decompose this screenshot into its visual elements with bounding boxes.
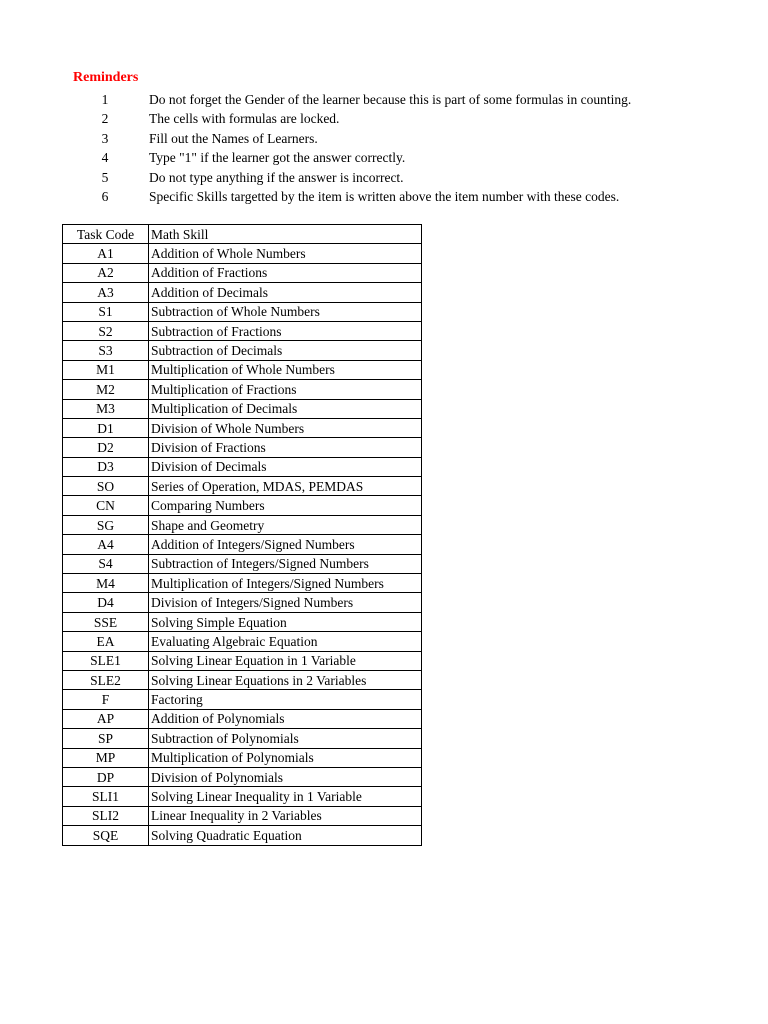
math-skill-cell: Subtraction of Polynomials bbox=[149, 729, 422, 748]
table-row bbox=[63, 515, 422, 534]
reminder-text: Specific Skills targetted by the item is written above the item number with these codes. bbox=[149, 188, 620, 204]
math-skill-cell: Division of Integers/Signed Numbers bbox=[149, 593, 422, 612]
table-row bbox=[63, 574, 422, 593]
task-code-cell: SLE2 bbox=[63, 670, 149, 689]
math-skill-cell: Addition of Whole Numbers bbox=[149, 244, 422, 263]
task-code-cell: A4 bbox=[63, 535, 149, 554]
task-code-cell: S3 bbox=[63, 341, 149, 360]
table-row bbox=[63, 438, 422, 457]
task-code-cell: EA bbox=[63, 632, 149, 651]
reminder-item bbox=[0, 148, 768, 167]
table-row bbox=[63, 535, 422, 554]
table-row bbox=[63, 418, 422, 437]
table-row bbox=[63, 632, 422, 651]
math-skill-cell: Multiplication of Decimals bbox=[149, 399, 422, 418]
table-row bbox=[63, 709, 422, 728]
math-skill-cell: Division of Whole Numbers bbox=[149, 418, 422, 437]
math-skill-cell: Subtraction of Fractions bbox=[149, 321, 422, 340]
header-task-code: Task Code bbox=[63, 225, 149, 244]
math-skill-cell: Division of Fractions bbox=[149, 438, 422, 457]
math-skill-cell: Solving Linear Inequality in 1 Variable bbox=[149, 787, 422, 806]
math-skill-cell: Evaluating Algebraic Equation bbox=[149, 632, 422, 651]
header-math-skill: Math Skill bbox=[149, 225, 422, 244]
task-code-cell: D2 bbox=[63, 438, 149, 457]
reminder-item bbox=[0, 168, 768, 187]
reminders-list bbox=[0, 90, 768, 206]
reminder-text: Fill out the Names of Learners. bbox=[149, 130, 318, 146]
table-row bbox=[63, 767, 422, 786]
math-skill-cell: Subtraction of Whole Numbers bbox=[149, 302, 422, 321]
reminder-number: 1 bbox=[101, 92, 109, 107]
math-skill-cell: Multiplication of Integers/Signed Numbers bbox=[149, 574, 422, 593]
task-code-cell: S1 bbox=[63, 302, 149, 321]
table-row bbox=[63, 263, 422, 282]
table-row bbox=[63, 360, 422, 379]
table-row bbox=[63, 380, 422, 399]
math-skill-cell: Series of Operation, MDAS, PEMDAS bbox=[149, 477, 422, 496]
reminder-item bbox=[0, 109, 768, 128]
math-skill-cell: Factoring bbox=[149, 690, 422, 709]
math-skill-cell: Addition of Polynomials bbox=[149, 709, 422, 728]
math-skill-cell: Shape and Geometry bbox=[149, 515, 422, 534]
skills-table bbox=[62, 224, 422, 846]
table-row bbox=[63, 593, 422, 612]
task-code-cell: SLI2 bbox=[63, 806, 149, 825]
task-code-cell: M2 bbox=[63, 380, 149, 399]
task-code-cell: SLE1 bbox=[63, 651, 149, 670]
reminder-text: Type "1" if the learner got the answer correctly. bbox=[149, 150, 406, 166]
math-skill-cell: Addition of Decimals bbox=[149, 283, 422, 302]
math-skill-cell: Division of Decimals bbox=[149, 457, 422, 476]
reminder-number: 3 bbox=[101, 130, 109, 146]
table-row bbox=[63, 826, 422, 845]
table-row bbox=[63, 729, 422, 748]
reminder-text: Do not forget the Gender of the learner because this is part of some formulas in counting. bbox=[149, 92, 632, 107]
table-header-row bbox=[63, 225, 422, 244]
table-row bbox=[63, 477, 422, 496]
task-code-cell: M4 bbox=[63, 574, 149, 593]
table-row bbox=[63, 341, 422, 360]
task-code-cell: SSE bbox=[63, 612, 149, 631]
table-row bbox=[63, 321, 422, 340]
reminder-number: 6 bbox=[101, 188, 109, 204]
table-row bbox=[63, 244, 422, 263]
table-row bbox=[63, 496, 422, 515]
table-row bbox=[63, 748, 422, 767]
math-skill-cell: Comparing Numbers bbox=[149, 496, 422, 515]
table-row bbox=[63, 302, 422, 321]
task-code-cell: M1 bbox=[63, 360, 149, 379]
task-code-cell: AP bbox=[63, 709, 149, 728]
table-row bbox=[63, 690, 422, 709]
math-skill-cell: Solving Linear Equations in 2 Variables bbox=[149, 670, 422, 689]
table-row bbox=[63, 554, 422, 573]
table-row bbox=[63, 670, 422, 689]
task-code-cell: A1 bbox=[63, 244, 149, 263]
reminder-item bbox=[0, 90, 768, 109]
table-row bbox=[63, 612, 422, 631]
reminder-item bbox=[0, 129, 768, 148]
task-code-cell: MP bbox=[63, 748, 149, 767]
reminder-text: Do not type anything if the answer is incorrect. bbox=[149, 169, 404, 185]
task-code-cell: S2 bbox=[63, 321, 149, 340]
task-code-cell: D3 bbox=[63, 457, 149, 476]
task-code-cell: SLI1 bbox=[63, 787, 149, 806]
table-row bbox=[63, 806, 422, 825]
reminder-number: 4 bbox=[101, 150, 109, 166]
task-code-cell: M3 bbox=[63, 399, 149, 418]
table-row bbox=[63, 787, 422, 806]
math-skill-cell: Addition of Fractions bbox=[149, 263, 422, 282]
table-row bbox=[63, 399, 422, 418]
math-skill-cell: Subtraction of Integers/Signed Numbers bbox=[149, 554, 422, 573]
math-skill-cell: Multiplication of Polynomials bbox=[149, 748, 422, 767]
task-code-cell: A2 bbox=[63, 263, 149, 282]
reminders-heading: Reminders bbox=[73, 70, 139, 85]
reminder-number: 2 bbox=[101, 111, 109, 127]
math-skill-cell: Multiplication of Fractions bbox=[149, 380, 422, 399]
task-code-cell: SQE bbox=[63, 826, 149, 845]
task-code-cell: SO bbox=[63, 477, 149, 496]
math-skill-cell: Division of Polynomials bbox=[149, 767, 422, 786]
math-skill-cell: Multiplication of Whole Numbers bbox=[149, 360, 422, 379]
task-code-cell: SG bbox=[63, 515, 149, 534]
task-code-cell: D4 bbox=[63, 593, 149, 612]
reminder-number: 5 bbox=[101, 169, 109, 185]
table-row bbox=[63, 457, 422, 476]
task-code-cell: A3 bbox=[63, 283, 149, 302]
math-skill-cell: Solving Quadratic Equation bbox=[149, 826, 422, 845]
math-skill-cell: Linear Inequality in 2 Variables bbox=[149, 806, 422, 825]
table-row bbox=[63, 283, 422, 302]
reminder-text: The cells with formulas are locked. bbox=[149, 111, 340, 127]
math-skill-cell: Solving Linear Equation in 1 Variable bbox=[149, 651, 422, 670]
task-code-cell: CN bbox=[63, 496, 149, 515]
task-code-cell: D1 bbox=[63, 418, 149, 437]
table-row bbox=[63, 651, 422, 670]
math-skill-cell: Solving Simple Equation bbox=[149, 612, 422, 631]
task-code-cell: F bbox=[63, 690, 149, 709]
math-skill-cell: Addition of Integers/Signed Numbers bbox=[149, 535, 422, 554]
reminder-item bbox=[0, 187, 768, 206]
task-code-cell: SP bbox=[63, 729, 149, 748]
math-skill-cell: Subtraction of Decimals bbox=[149, 341, 422, 360]
task-code-cell: S4 bbox=[63, 554, 149, 573]
task-code-cell: DP bbox=[63, 767, 149, 786]
